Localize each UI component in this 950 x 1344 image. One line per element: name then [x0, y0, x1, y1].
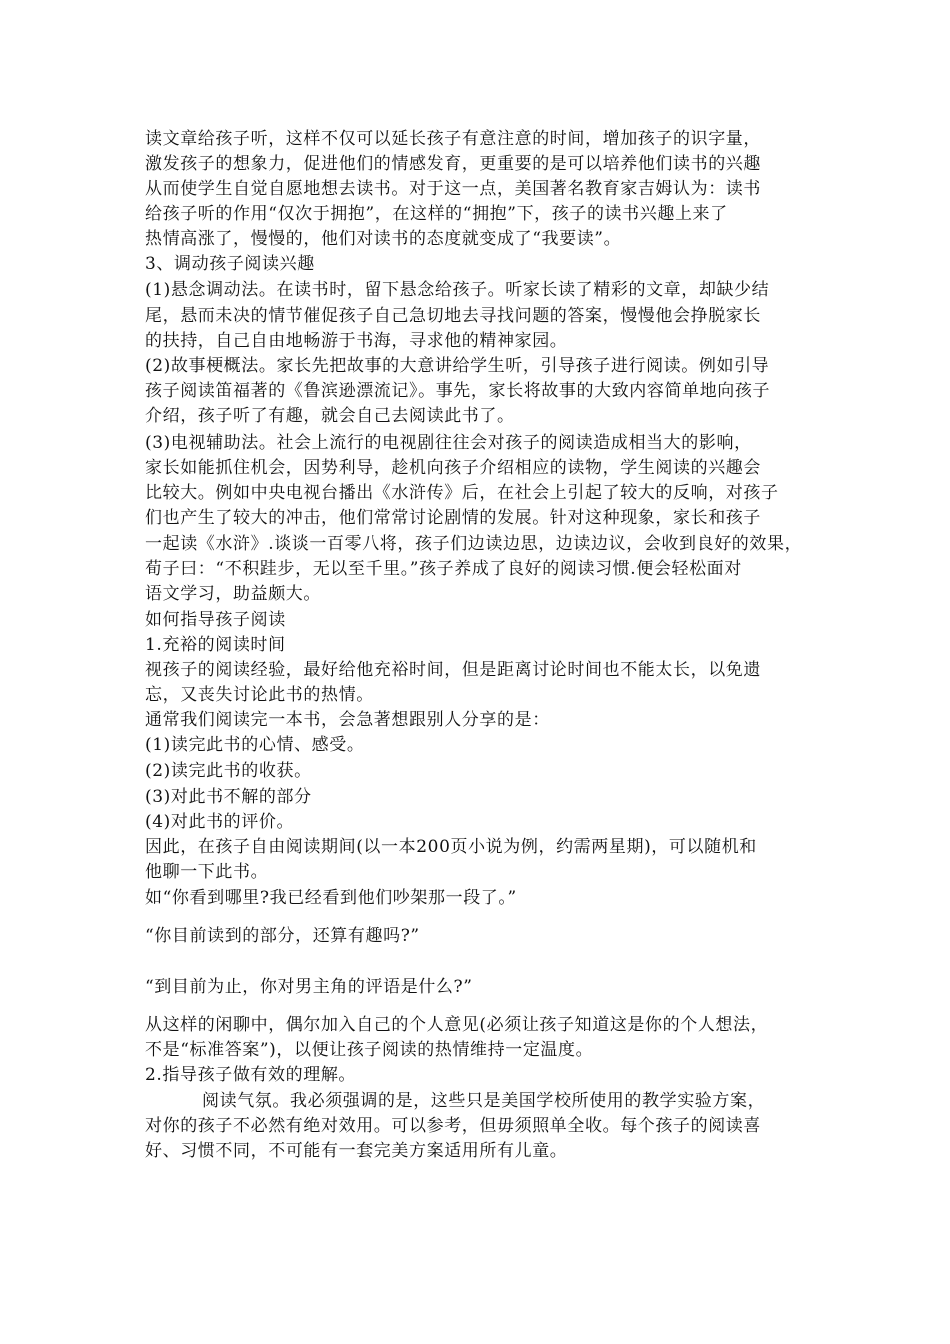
text-line: 因此，在孩子自由阅读期间(以一本200页小说为例，约需两星期)，可以随机和 [145, 837, 757, 857]
text-line: 好、习惯不同，不可能有一套完美方案适用所有儿童。 [145, 1141, 568, 1161]
text-line: 荀子曰：“不积跬步，无以至千里。”孩子养成了良好的阅读习惯.便会轻松面对 [145, 559, 742, 579]
text-line: 介绍，孩子听了有趣，就会自己去阅读此书了。 [145, 406, 515, 426]
text-line: 一起读《水浒》.谈谈一百零八将，孩子们边读边思，边读边议，会收到良好的效果， [145, 534, 803, 554]
text-line: 们也产生了较大的冲击，他们常常讨论剧情的发展。针对这种现象，家长和孩子 [145, 508, 761, 528]
text-line: 家长如能抓住机会，因势利导，趁机向孩子介绍相应的读物，学生阅读的兴趣会 [145, 458, 761, 478]
list-item: (4)对此书的评价。 [145, 812, 295, 832]
list-item: (1)读完此书的心情、感受。 [145, 735, 365, 755]
text-line: 他聊一下此书。 [145, 862, 269, 882]
text-line: 孩子阅读笛福著的《鲁滨逊漂流记》。事先，家长将故事的大致内容简单地向孩子 [145, 381, 771, 401]
text-line: 语文学习，助益颇大。 [145, 584, 321, 604]
text-line: 对你的孩子不必然有绝对效用。可以参考，但毋须照单全收。每个孩子的阅读喜 [145, 1116, 761, 1136]
text-line: 的扶持，自己自由地畅游于书海，寻求他的精神家园。 [145, 331, 568, 351]
section-heading: 2.指导孩子做有效的理解。 [145, 1065, 357, 1085]
text-line: 从这样的闲聊中，偶尔加入自己的个人意见(必须让孩子知道这是你的个人想法， [145, 1015, 769, 1035]
quote-line: “到目前为止，你对男主角的评语是什么?” [145, 977, 473, 997]
text-line: 读文章给孩子听，这样不仅可以延长孩子有意注意的时间，增加孩子的识字量， [145, 129, 761, 149]
text-line: 视孩子的阅读经验，最好给他充裕时间，但是距离讨论时间也不能太长，以免遗 [145, 660, 761, 680]
text-line: 给孩子听的作用“仅次于拥抱”，在这样的“拥抱”下，孩子的读书兴趣上来了 [145, 204, 728, 224]
text-line: 尾，悬而未决的情节催促孩子自己急切地去寻找问题的答案，慢慢他会挣脱家长 [145, 306, 761, 326]
section-heading: 3、调动孩子阅读兴趣 [145, 254, 315, 274]
text-line: 激发孩子的想象力，促进他们的情感发育，更重要的是可以培养他们读书的兴趣 [145, 154, 761, 174]
text-line: 如“你看到哪里?我已经看到他们吵架那一段了。” [145, 888, 517, 908]
text-line: (3)电视辅助法。社会上流行的电视剧往往会对孩子的阅读造成相当大的影响， [145, 433, 752, 453]
text-line: 比较大。例如中央电视台播出《水浒传》后，在社会上引起了较大的反响，对孩子 [145, 483, 779, 503]
section-heading: 1.充裕的阅读时间 [145, 635, 286, 655]
text-line: 热情高涨了，慢慢的，他们对读书的态度就变成了“我要读”。 [145, 229, 622, 249]
section-heading: 如何指导孩子阅读 [145, 610, 286, 630]
text-line: 通常我们阅读完一本书，会急著想跟别人分享的是： [145, 710, 550, 730]
text-line: 阅读气氛。我必须强调的是，这些只是美国学校所使用的教学实验方案， [202, 1091, 766, 1111]
text-line: 不是“标准答案”)，以便让孩子阅读的热情维持一定温度。 [145, 1040, 594, 1060]
quote-line: “你目前读到的部分，还算有趣吗?” [145, 926, 420, 946]
text-line: 从而使学生自觉自愿地想去读书。对于这一点，美国著名教育家吉姆认为：读书 [145, 179, 761, 199]
list-item: (3)对此书不解的部分 [145, 787, 312, 807]
list-item: (2)读完此书的收获。 [145, 761, 312, 781]
text-line: (2)故事梗概法。家长先把故事的大意讲给学生听，引导孩子进行阅读。例如引导 [145, 356, 770, 376]
text-line: (1)悬念调动法。在读书时，留下悬念给孩子。听家长读了精彩的文章，却缺少结 [145, 280, 770, 300]
text-line: 忘，又丧失讨论此书的热情。 [145, 685, 374, 705]
